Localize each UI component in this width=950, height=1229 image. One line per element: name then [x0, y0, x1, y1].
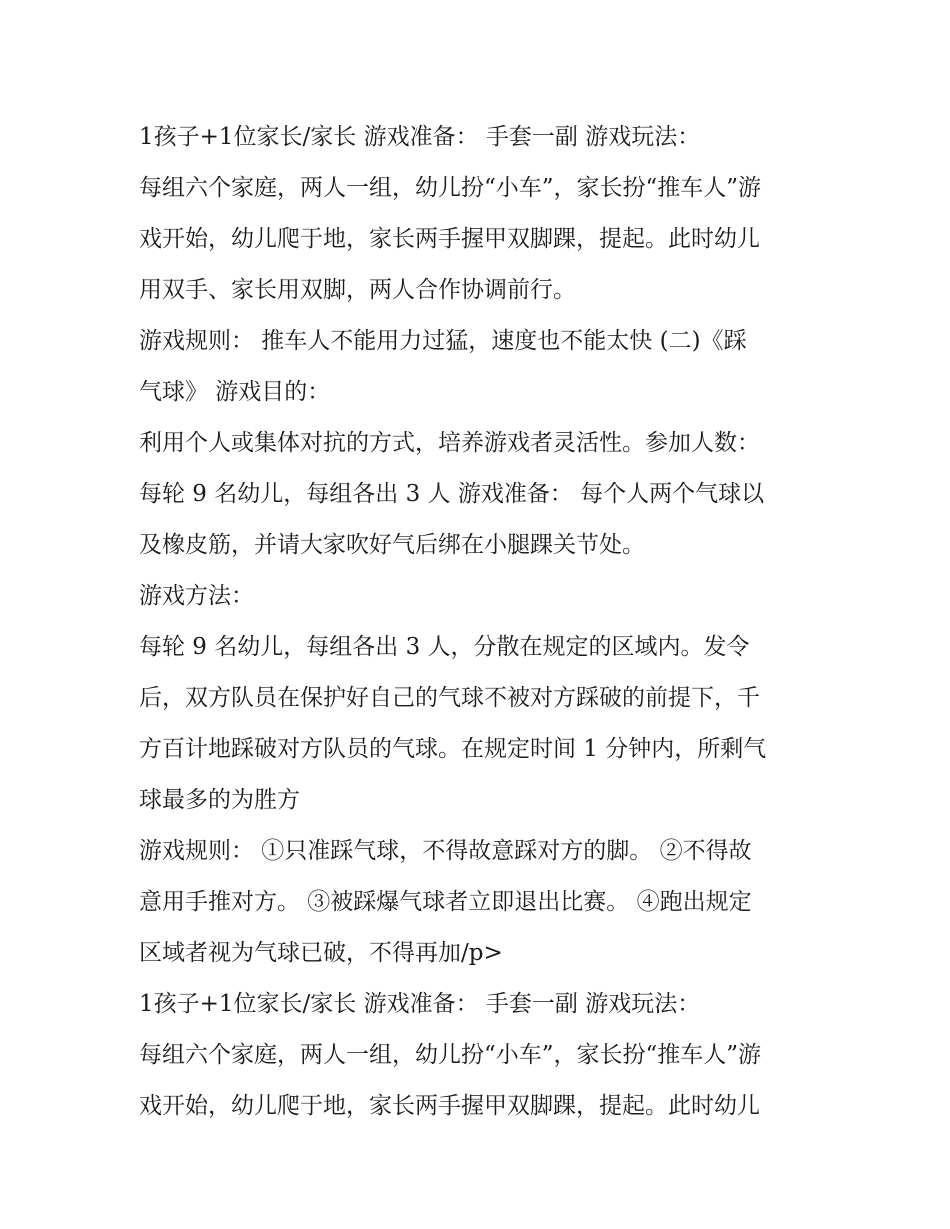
text-line: 用双手、家长用双脚，两人合作协调前行。 [139, 277, 576, 303]
text-line: 戏开始，幼儿爬于地，家长两手握甲双脚踝，提起。此时幼儿 [139, 1093, 760, 1119]
text-line: 1孩子+1位家长/家长 游戏准备： 手套一副 游戏玩法： [139, 991, 701, 1017]
text-line: 意用手推对方。 ③被踩爆气球者立即退出比赛。 ④跑出规定 [139, 889, 752, 915]
text-line: 游戏规则： ①只准踩气球，不得故意踩对方的脚。 ②不得故 [139, 838, 752, 864]
document-body [139, 112, 829, 1132]
text-line: 方百计地踩破对方队员的气球。在规定时间 1 分钟内，所剩气 [139, 736, 767, 762]
text-line: 每组六个家庭，两人一组，幼儿扮“小车”，家长扮“推车人”游 [139, 175, 762, 201]
text-line: 每组六个家庭，两人一组，幼儿扮“小车”，家长扮“推车人”游 [139, 1042, 762, 1068]
text-line: 利用个人或集体对抗的方式，培养游戏者灵活性。参加人数： [139, 430, 760, 456]
text-line: 1孩子+1位家长/家长 游戏准备： 手套一副 游戏玩法： [139, 124, 701, 150]
text-line: 区域者视为气球已破，不得再加/p> [139, 940, 503, 966]
text-line: 气球》 游戏目的： [139, 379, 331, 405]
text-line: 每轮 9 名幼儿，每组各出 3 人，分散在规定的区域内。发令 [139, 634, 750, 660]
text-line: 游戏方法： [139, 583, 254, 609]
text-line: 球最多的为胜方 [139, 787, 300, 813]
text-line: 及橡皮筋，并请大家吹好气后绑在小腿踝关节处。 [139, 532, 645, 558]
text-line: 戏开始，幼儿爬于地，家长两手握甲双脚踝，提起。此时幼儿 [139, 226, 760, 252]
text-line: 游戏规则： 推车人不能用力过猛，速度也不能太快 (二)《踩 [139, 328, 747, 354]
text-line: 后，双方队员在保护好自己的气球不被对方踩破的前提下，千 [139, 685, 760, 711]
text-line: 每轮 9 名幼儿，每组各出 3 人 游戏准备： 每个人两个气球以 [139, 481, 765, 507]
